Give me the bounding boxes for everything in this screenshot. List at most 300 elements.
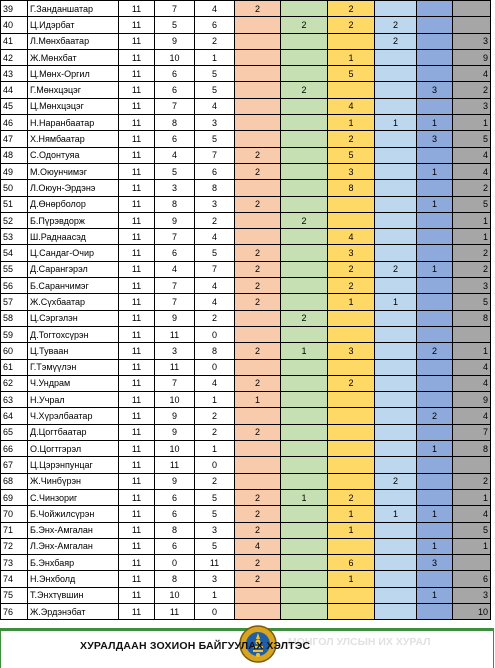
col-i-value: 5 — [453, 522, 491, 538]
col-g-value: 2 — [375, 17, 417, 33]
col-d-value — [235, 33, 281, 49]
col-d-value: 2 — [235, 489, 281, 505]
col-f-value: 4 — [328, 229, 375, 245]
table-row — [1, 66, 491, 82]
absent-count: 5 — [195, 66, 235, 82]
col-h-value: 3 — [417, 555, 453, 571]
table-row — [1, 147, 491, 163]
col-e-value: 1 — [281, 489, 328, 505]
table-row — [1, 441, 491, 457]
attended-count: 9 — [155, 424, 195, 440]
table-row — [1, 457, 491, 473]
col-f-value: 2 — [328, 261, 375, 277]
col-d-value — [235, 326, 281, 342]
absent-count: 4 — [195, 278, 235, 294]
col-g-value — [375, 212, 417, 228]
col-f-value: 8 — [328, 180, 375, 196]
table-row — [1, 310, 491, 326]
attended-count: 7 — [155, 98, 195, 114]
total-sessions: 11 — [119, 538, 155, 554]
col-f-value: 4 — [328, 98, 375, 114]
row-number: 47 — [1, 131, 28, 147]
attended-count: 9 — [155, 310, 195, 326]
col-d-value: 2 — [235, 571, 281, 587]
col-d-value: 2 — [235, 261, 281, 277]
absent-count: 1 — [195, 441, 235, 457]
row-number: 54 — [1, 245, 28, 261]
col-e-value — [281, 473, 328, 489]
col-d-value: 2 — [235, 245, 281, 261]
col-g-value — [375, 457, 417, 473]
attended-count: 4 — [155, 147, 195, 163]
row-number: 57 — [1, 294, 28, 310]
col-e-value — [281, 196, 328, 212]
total-sessions: 11 — [119, 424, 155, 440]
member-name: Т.Энхтүвшин — [28, 587, 119, 603]
member-name: Ж.Эрдэнэбат — [28, 603, 119, 619]
member-name: О.Цогтгэрэл — [28, 441, 119, 457]
col-i-value — [453, 17, 491, 33]
col-d-value — [235, 441, 281, 457]
member-name: Л.Мөнхбаатар — [28, 33, 119, 49]
table-row — [1, 33, 491, 49]
col-f-value — [328, 424, 375, 440]
attended-count: 10 — [155, 49, 195, 65]
attended-count: 10 — [155, 587, 195, 603]
col-g-value — [375, 310, 417, 326]
col-e-value: 2 — [281, 212, 328, 228]
col-e-value — [281, 375, 328, 391]
col-f-value: 3 — [328, 343, 375, 359]
absent-count: 3 — [195, 522, 235, 538]
col-g-value: 2 — [375, 473, 417, 489]
col-f-value — [328, 457, 375, 473]
col-h-value — [417, 278, 453, 294]
col-f-value — [328, 603, 375, 619]
footer-right-rule — [493, 628, 494, 668]
member-name: Б.Чойжилсүрэн — [28, 506, 119, 522]
col-i-value: 4 — [453, 163, 491, 179]
col-g-value — [375, 489, 417, 505]
row-number: 42 — [1, 49, 28, 65]
total-sessions: 11 — [119, 392, 155, 408]
col-h-value — [417, 98, 453, 114]
member-name: Б.Пүрэвдорж — [28, 212, 119, 228]
col-h-value: 3 — [417, 82, 453, 98]
col-e-value — [281, 571, 328, 587]
col-i-value: 3 — [453, 33, 491, 49]
col-i-value: 4 — [453, 359, 491, 375]
total-sessions: 11 — [119, 163, 155, 179]
col-f-value — [328, 196, 375, 212]
absent-count: 4 — [195, 375, 235, 391]
col-e-value — [281, 359, 328, 375]
col-h-value: 1 — [417, 506, 453, 522]
col-g-value: 1 — [375, 294, 417, 310]
col-d-value — [235, 603, 281, 619]
col-h-value: 1 — [417, 163, 453, 179]
absent-count: 3 — [195, 571, 235, 587]
attended-count: 6 — [155, 538, 195, 554]
total-sessions: 11 — [119, 310, 155, 326]
col-f-value: 6 — [328, 555, 375, 571]
col-i-value: 1 — [453, 212, 491, 228]
col-g-value — [375, 538, 417, 554]
table-row — [1, 131, 491, 147]
absent-count: 5 — [195, 245, 235, 261]
absent-count: 5 — [195, 131, 235, 147]
col-h-value — [417, 245, 453, 261]
table-row — [1, 326, 491, 342]
col-h-value — [417, 1, 453, 17]
col-i-value: 1 — [453, 115, 491, 131]
col-h-value: 2 — [417, 408, 453, 424]
attended-count: 11 — [155, 457, 195, 473]
row-number: 70 — [1, 506, 28, 522]
col-e-value — [281, 180, 328, 196]
total-sessions: 11 — [119, 473, 155, 489]
absent-count: 5 — [195, 82, 235, 98]
col-g-value — [375, 1, 417, 17]
col-g-value — [375, 441, 417, 457]
member-name: Н.Учрал — [28, 392, 119, 408]
table-row — [1, 245, 491, 261]
col-h-value — [417, 359, 453, 375]
col-i-value — [453, 555, 491, 571]
col-f-value — [328, 587, 375, 603]
col-h-value: 1 — [417, 261, 453, 277]
member-name: Г.Занданшатар — [28, 1, 119, 17]
row-number: 64 — [1, 408, 28, 424]
col-e-value — [281, 326, 328, 342]
col-d-value: 2 — [235, 555, 281, 571]
member-name: Г.Тэмүүлэн — [28, 359, 119, 375]
total-sessions: 11 — [119, 147, 155, 163]
member-name: Н.Энхболд — [28, 571, 119, 587]
total-sessions: 11 — [119, 98, 155, 114]
total-sessions: 11 — [119, 229, 155, 245]
col-i-value: 8 — [453, 310, 491, 326]
total-sessions: 11 — [119, 603, 155, 619]
table-row — [1, 392, 491, 408]
absent-count: 4 — [195, 294, 235, 310]
col-f-value — [328, 359, 375, 375]
col-e-value — [281, 294, 328, 310]
absent-count: 2 — [195, 424, 235, 440]
col-h-value — [417, 326, 453, 342]
col-h-value — [417, 147, 453, 163]
col-d-value: 2 — [235, 163, 281, 179]
table-row — [1, 408, 491, 424]
col-f-value: 5 — [328, 147, 375, 163]
member-name: Л.Энх-Амгалан — [28, 538, 119, 554]
col-h-value: 3 — [417, 131, 453, 147]
attended-count: 6 — [155, 245, 195, 261]
col-g-value — [375, 82, 417, 98]
col-g-value: 1 — [375, 506, 417, 522]
table-row — [1, 278, 491, 294]
col-d-value: 4 — [235, 538, 281, 554]
total-sessions: 11 — [119, 506, 155, 522]
member-name: С.Одонтуяа — [28, 147, 119, 163]
row-number: 52 — [1, 212, 28, 228]
table-row — [1, 489, 491, 505]
attended-count: 6 — [155, 131, 195, 147]
member-name: С.Чинзориг — [28, 489, 119, 505]
attended-count: 8 — [155, 196, 195, 212]
col-g-value — [375, 343, 417, 359]
attended-count: 11 — [155, 359, 195, 375]
col-e-value — [281, 457, 328, 473]
member-name: Ц.Сандаг-Очир — [28, 245, 119, 261]
absent-count: 1 — [195, 392, 235, 408]
member-name: Ч.Хүрэлбаатар — [28, 408, 119, 424]
attended-count: 7 — [155, 229, 195, 245]
row-number: 49 — [1, 163, 28, 179]
attended-count: 5 — [155, 17, 195, 33]
col-f-value: 3 — [328, 245, 375, 261]
col-f-value — [328, 33, 375, 49]
total-sessions: 11 — [119, 66, 155, 82]
col-e-value — [281, 408, 328, 424]
total-sessions: 11 — [119, 587, 155, 603]
row-number: 48 — [1, 147, 28, 163]
col-e-value — [281, 147, 328, 163]
col-e-value — [281, 98, 328, 114]
row-number: 61 — [1, 359, 28, 375]
absent-count: 11 — [195, 555, 235, 571]
absent-count: 6 — [195, 163, 235, 179]
col-i-value: 6 — [453, 571, 491, 587]
col-d-value: 2 — [235, 196, 281, 212]
row-number: 60 — [1, 343, 28, 359]
absent-count: 4 — [195, 229, 235, 245]
table-row — [1, 1, 491, 17]
col-f-value — [328, 212, 375, 228]
col-h-value — [417, 310, 453, 326]
col-h-value: 1 — [417, 587, 453, 603]
table-row — [1, 375, 491, 391]
col-g-value — [375, 98, 417, 114]
absent-count: 1 — [195, 49, 235, 65]
col-e-value — [281, 1, 328, 17]
col-i-value: 1 — [453, 489, 491, 505]
table-row — [1, 82, 491, 98]
member-name: Н.Наранбаатар — [28, 115, 119, 131]
total-sessions: 11 — [119, 457, 155, 473]
attended-count: 7 — [155, 1, 195, 17]
total-sessions: 11 — [119, 571, 155, 587]
absent-count: 0 — [195, 603, 235, 619]
footer-title: ХУРАЛДААН ЗОХИОН БАЙГУУЛАХ ХЭЛТЭС — [80, 640, 311, 652]
attended-count: 6 — [155, 489, 195, 505]
col-e-value — [281, 131, 328, 147]
absent-count: 8 — [195, 343, 235, 359]
row-number: 66 — [1, 441, 28, 457]
table-row — [1, 180, 491, 196]
col-d-value — [235, 82, 281, 98]
table-row — [1, 473, 491, 489]
footer-watermark: МОНГОЛ УЛСЫН ИХ ХУРАЛ — [288, 636, 431, 648]
col-g-value: 1 — [375, 115, 417, 131]
col-d-value — [235, 457, 281, 473]
total-sessions: 11 — [119, 49, 155, 65]
col-d-value — [235, 17, 281, 33]
total-sessions: 11 — [119, 326, 155, 342]
col-f-value: 1 — [328, 506, 375, 522]
col-f-value — [328, 441, 375, 457]
col-e-value — [281, 278, 328, 294]
col-f-value — [328, 82, 375, 98]
row-number: 59 — [1, 326, 28, 342]
total-sessions: 11 — [119, 278, 155, 294]
row-number: 40 — [1, 17, 28, 33]
total-sessions: 11 — [119, 522, 155, 538]
col-h-value — [417, 49, 453, 65]
member-name: Ц.Сэргэлэн — [28, 310, 119, 326]
col-e-value — [281, 49, 328, 65]
col-i-value: 4 — [453, 408, 491, 424]
member-name: Х.Нямбаатар — [28, 131, 119, 147]
row-number: 76 — [1, 603, 28, 619]
col-i-value: 3 — [453, 587, 491, 603]
member-name: Г.Мөнхцэцэг — [28, 82, 119, 98]
col-d-value — [235, 408, 281, 424]
row-number: 55 — [1, 261, 28, 277]
row-number: 51 — [1, 196, 28, 212]
row-number: 71 — [1, 522, 28, 538]
total-sessions: 11 — [119, 131, 155, 147]
total-sessions: 11 — [119, 375, 155, 391]
col-d-value: 2 — [235, 147, 281, 163]
attended-count: 6 — [155, 82, 195, 98]
col-f-value: 2 — [328, 131, 375, 147]
col-f-value — [328, 310, 375, 326]
col-h-value: 1 — [417, 441, 453, 457]
col-i-value — [453, 326, 491, 342]
absent-count: 0 — [195, 359, 235, 375]
col-f-value — [328, 473, 375, 489]
col-g-value — [375, 603, 417, 619]
col-g-value — [375, 555, 417, 571]
attended-count: 10 — [155, 392, 195, 408]
col-h-value — [417, 294, 453, 310]
absent-count: 5 — [195, 506, 235, 522]
attended-count: 4 — [155, 261, 195, 277]
member-name: Л.Оюун-Эрдэнэ — [28, 180, 119, 196]
member-name: Б.Саранчимэг — [28, 278, 119, 294]
table-row — [1, 555, 491, 571]
total-sessions: 11 — [119, 359, 155, 375]
total-sessions: 11 — [119, 555, 155, 571]
col-f-value: 2 — [328, 375, 375, 391]
col-i-value: 2 — [453, 180, 491, 196]
col-f-value — [328, 408, 375, 424]
row-number: 72 — [1, 538, 28, 554]
col-d-value — [235, 180, 281, 196]
total-sessions: 11 — [119, 115, 155, 131]
col-g-value — [375, 180, 417, 196]
col-d-value — [235, 49, 281, 65]
col-i-value: 10 — [453, 603, 491, 619]
col-e-value: 1 — [281, 343, 328, 359]
row-number: 41 — [1, 33, 28, 49]
attended-count: 9 — [155, 212, 195, 228]
footer-banner — [0, 622, 495, 668]
total-sessions: 11 — [119, 82, 155, 98]
col-g-value — [375, 571, 417, 587]
table-row — [1, 522, 491, 538]
total-sessions: 11 — [119, 17, 155, 33]
col-e-value — [281, 33, 328, 49]
absent-count: 5 — [195, 489, 235, 505]
col-g-value — [375, 196, 417, 212]
total-sessions: 11 — [119, 343, 155, 359]
table-row — [1, 538, 491, 554]
col-f-value — [328, 326, 375, 342]
col-h-value — [417, 212, 453, 228]
member-name: Д.Сарангэрэл — [28, 261, 119, 277]
member-name: Ч.Ундрам — [28, 375, 119, 391]
col-e-value — [281, 115, 328, 131]
table-row — [1, 196, 491, 212]
col-f-value: 1 — [328, 522, 375, 538]
table-row — [1, 359, 491, 375]
member-name: Ц.Мөнх-Оргил — [28, 66, 119, 82]
absent-count: 2 — [195, 33, 235, 49]
col-i-value: 5 — [453, 294, 491, 310]
attended-count: 7 — [155, 375, 195, 391]
attended-count: 8 — [155, 115, 195, 131]
col-h-value: 1 — [417, 115, 453, 131]
col-h-value — [417, 473, 453, 489]
total-sessions: 11 — [119, 489, 155, 505]
member-name: М.Оюунчимэг — [28, 163, 119, 179]
member-name: Ц.Идэрбат — [28, 17, 119, 33]
member-name: Ц.Мөнхцэцэг — [28, 98, 119, 114]
col-i-value: 1 — [453, 343, 491, 359]
col-h-value — [417, 375, 453, 391]
col-h-value: 2 — [417, 343, 453, 359]
col-d-value: 2 — [235, 294, 281, 310]
col-d-value — [235, 310, 281, 326]
col-e-value: 2 — [281, 310, 328, 326]
attended-count: 9 — [155, 473, 195, 489]
absent-count: 7 — [195, 261, 235, 277]
col-d-value: 2 — [235, 278, 281, 294]
col-i-value: 4 — [453, 375, 491, 391]
table-row — [1, 587, 491, 603]
col-i-value: 2 — [453, 473, 491, 489]
col-d-value: 2 — [235, 424, 281, 440]
col-g-value — [375, 278, 417, 294]
attended-count: 6 — [155, 66, 195, 82]
col-f-value: 2 — [328, 278, 375, 294]
attended-count: 3 — [155, 343, 195, 359]
col-g-value — [375, 408, 417, 424]
total-sessions: 11 — [119, 33, 155, 49]
footer-left-rule — [0, 628, 1, 668]
col-f-value: 2 — [328, 17, 375, 33]
col-e-value — [281, 163, 328, 179]
col-e-value: 2 — [281, 17, 328, 33]
col-g-value — [375, 522, 417, 538]
col-i-value: 9 — [453, 392, 491, 408]
col-d-value — [235, 229, 281, 245]
table-row — [1, 261, 491, 277]
col-e-value — [281, 229, 328, 245]
col-d-value — [235, 115, 281, 131]
